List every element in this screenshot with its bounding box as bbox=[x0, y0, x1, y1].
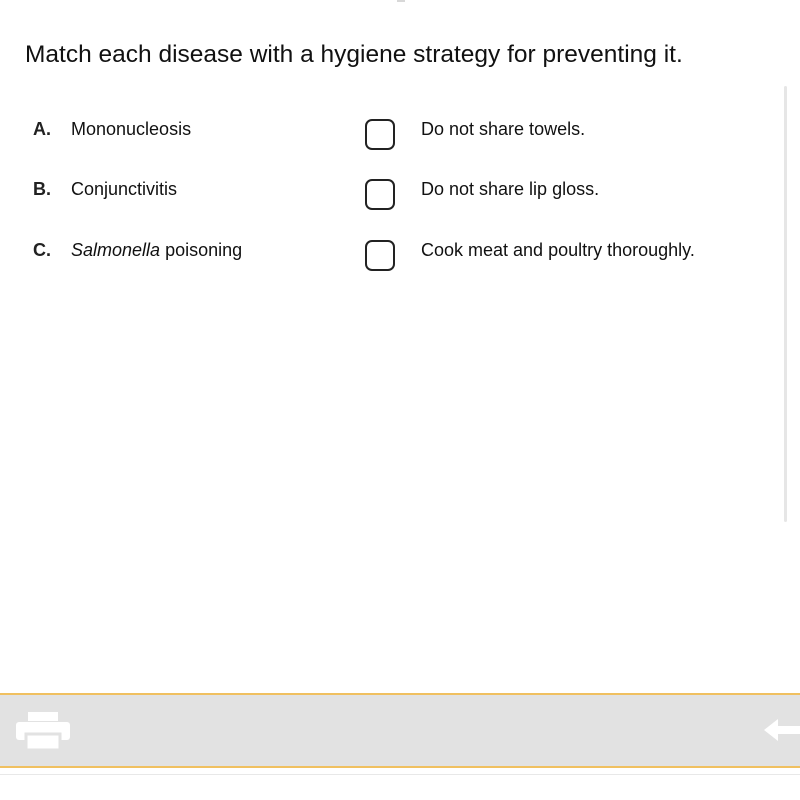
disease-label: Conjunctivitis bbox=[71, 179, 178, 199]
footer bbox=[0, 768, 800, 800]
match-checkbox-a[interactable] bbox=[365, 119, 395, 150]
match-checkbox-b[interactable] bbox=[365, 179, 395, 210]
top-decoration bbox=[397, 0, 405, 2]
match-checkbox-c[interactable] bbox=[365, 240, 395, 271]
item-letter: C. bbox=[33, 240, 51, 260]
footer-divider bbox=[0, 774, 800, 775]
disease-label-rest: poisoning bbox=[160, 240, 243, 260]
strategy-label: Do not share lip gloss. bbox=[421, 179, 600, 199]
print-button[interactable] bbox=[14, 710, 72, 752]
match-row-a bbox=[0, 117, 790, 157]
disease-label: Mononucleosis bbox=[71, 119, 192, 139]
question-prompt: Match each disease with a hygiene strategy for preventing it. bbox=[25, 41, 683, 68]
item-letter: A. bbox=[33, 119, 51, 139]
item-letter: B. bbox=[33, 179, 51, 199]
strategy-label: Cook meat and poultry thoroughly. bbox=[421, 240, 695, 260]
arrow-left-icon bbox=[760, 713, 800, 747]
bottom-toolbar bbox=[0, 693, 800, 768]
printer-icon bbox=[14, 710, 72, 752]
strategy-label: Do not share towels. bbox=[421, 119, 586, 139]
disease-label-italic: Salmonella bbox=[71, 240, 161, 260]
match-row-c bbox=[0, 238, 790, 278]
back-button[interactable] bbox=[760, 713, 800, 747]
match-row-b bbox=[0, 177, 790, 217]
disease-label bbox=[71, 238, 242, 262]
